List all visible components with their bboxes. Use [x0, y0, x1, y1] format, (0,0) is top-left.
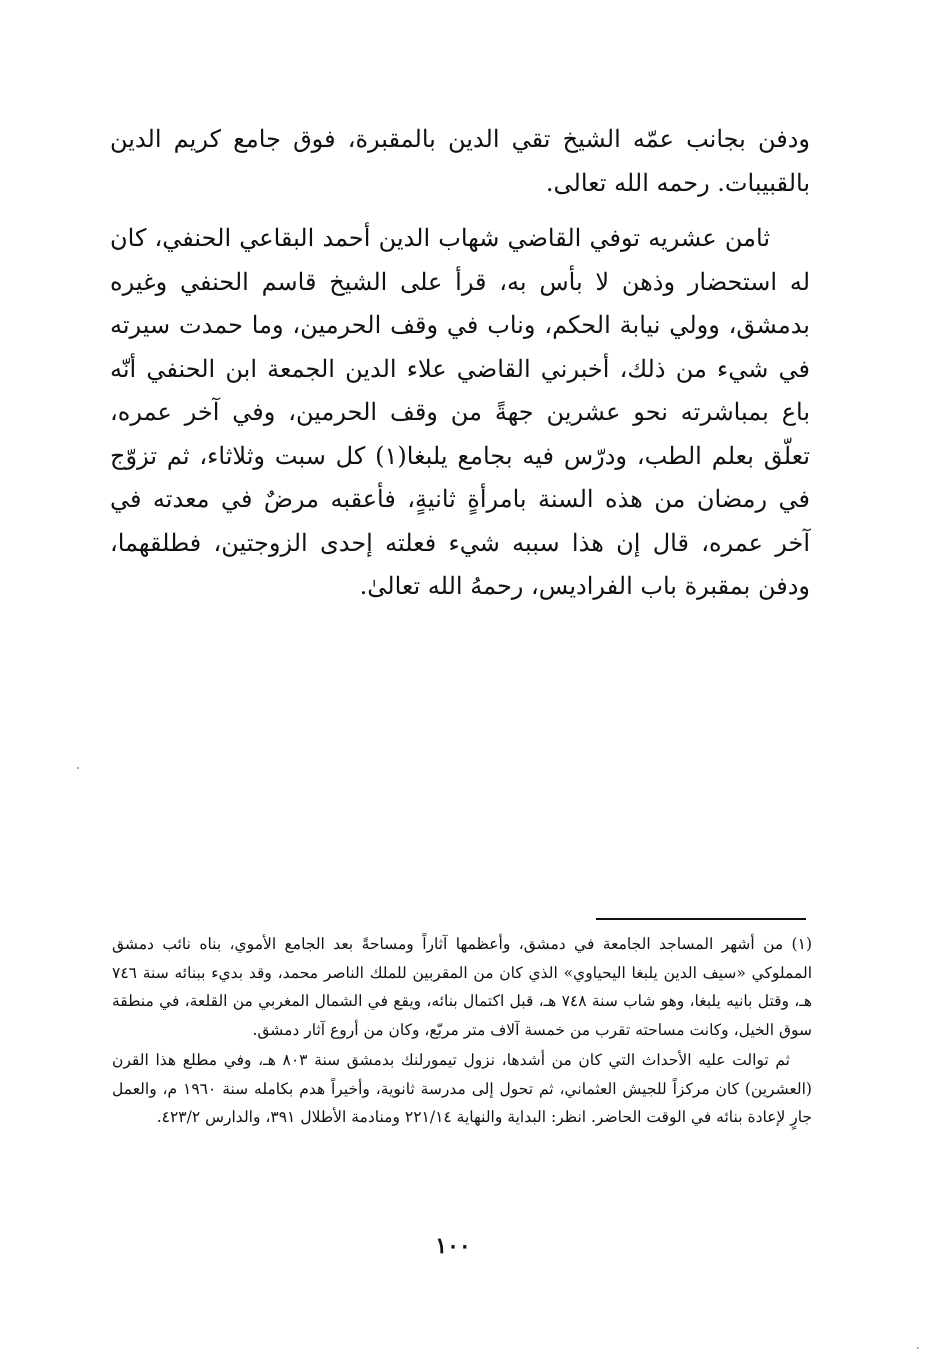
- footnote-1-continued: ثم توالت عليه الأحداث التي كان من أشدها، نزول تيمورلنك بدمشق سنة ٨٠٣ هـ، وفي مطلع هذا القرن (العشرين) كان مركزاً للجيش العثماني، ثم تحول إلى مدرسة ثانوية، وأخيراً هدم بكامله سنة ١٩٦٠ م، والعمل جارٍ لإعادة بنائه في الوقت الحاضر. انظر: البداية والنهاية ٢٢١/١٤ ومنادمة الأطلال ٣٩١، والدارس ٤٢٣/٢.: [112, 1051, 812, 1126]
- main-text-block: [110, 118, 810, 609]
- page-number: ١٠٠: [435, 1233, 471, 1259]
- main-paragraph-2: ثامن عشريه توفي القاضي شهاب الدين أحمد البقاعي الحنفي، كان له استحضار وذهن لا بأس به، قرأ على الشيخ قاسم الحنفي وغيره بدمشق، وولي نيابة الحكم، وناب في وقف الحرمين، وما حمدت سيرته في شيء من ذلك، أخبرني القاضي علاء الدين الجمعة ابن الحنفي أنّه باع بمباشرته نحو عشرين جهةً من وقف الحرمين، وفي آخر عمره، تعلّق بعلم الطب، ودرّس فيه بجامع يلبغا(١) كل سبت وثلاثاء، ثم تزوّج في رمضان من هذه السنة بامرأةٍ ثانيةٍ، فأعقبه مرضٌ في معدته في آخر عمره، قال إن هذا سببه شيء فعلته إحدى الزوجتين، فطلقهما، ودفن بمقبرة باب الفراديس، رحمهُ الله تعالىٰ.: [110, 224, 811, 600]
- footnote-separator: [596, 918, 806, 920]
- footnotes-block: [112, 930, 812, 1132]
- footnote-1: (١) من أشهر المساجد الجامعة في دمشق، وأعظمها آثاراً ومساحةً بعد الجامع الأموي، بناه نائب دمشق المملوكي «سيف الدين يلبغا اليحياوي» الذي كان من المقربين للملك الناصر محمد، وقد بديء ببنائه سنة ٧٤٦ هـ، وقتل بانيه يلبغا، وهو شاب سنة ٧٤٨ هـ، قبل اكتمال بنائه، ويقع في الشمال المغربي من القلعة، في منطقة سوق الخيل، وكانت مساحته تقرب من خمسة آلاف متر مربّع، وكان من أروع آثار دمشق.: [112, 935, 812, 1039]
- scan-speck: [917, 1347, 919, 1349]
- scan-speck: [77, 767, 79, 769]
- main-paragraph-1: ودفن بجانب عمّه الشيخ تقي الدين بالمقبرة، فوق جامع كريم الدين بالقبيبات. رحمه الله تعالى.: [110, 125, 810, 197]
